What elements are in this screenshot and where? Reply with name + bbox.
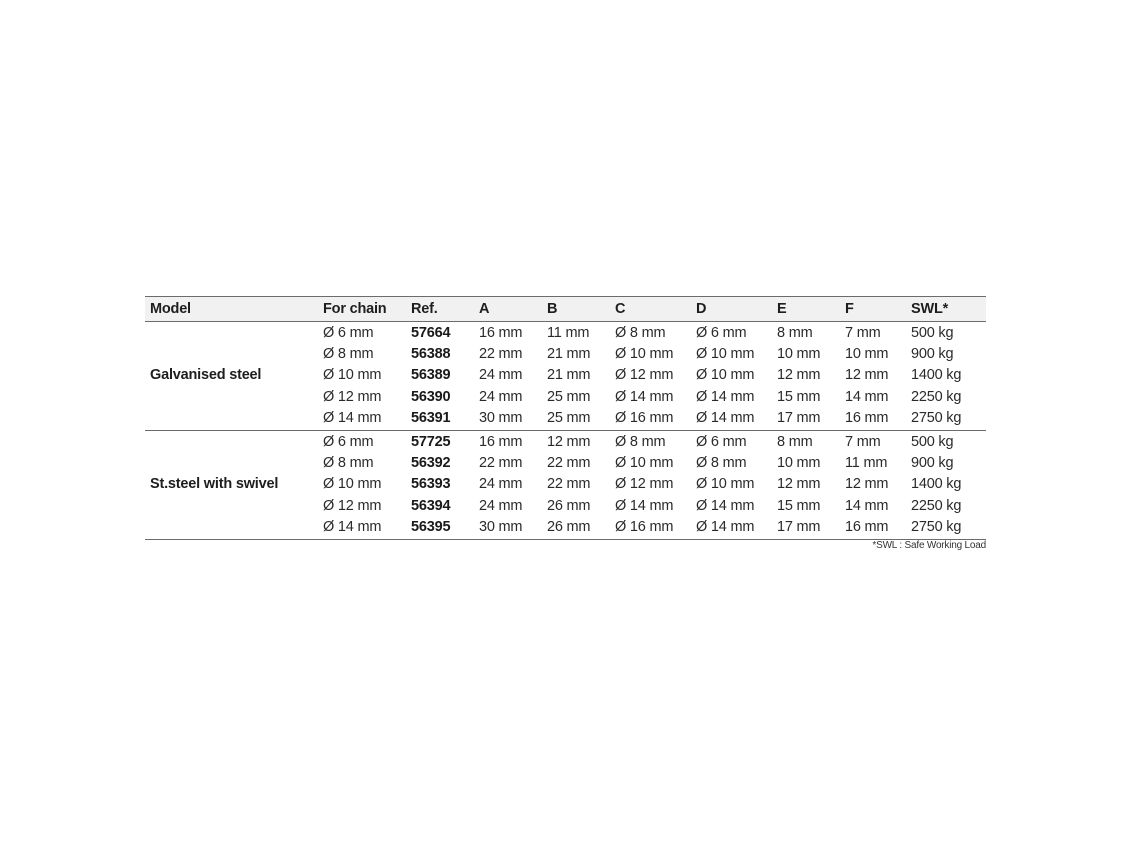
header-for-chain: For chain xyxy=(323,297,411,322)
for-chain-cell: Ø 8 mm xyxy=(323,346,374,363)
a-cell: 22 mm xyxy=(479,346,523,363)
for-chain-cell: Ø 8 mm xyxy=(323,455,374,472)
d-cell: Ø 10 mm xyxy=(696,367,755,384)
e-cell: 8 mm xyxy=(777,433,813,450)
header-ref: Ref. xyxy=(411,297,479,322)
ref-cell: 56394 xyxy=(411,497,451,514)
swl-cell: 500 kg xyxy=(911,433,954,450)
table-row xyxy=(145,365,986,386)
ref-cell: 57664 xyxy=(411,324,451,341)
b-cell: 12 mm xyxy=(547,433,591,450)
header-f: F xyxy=(845,297,911,322)
b-cell: 21 mm xyxy=(547,346,591,363)
model-cell xyxy=(145,495,323,516)
group-1 xyxy=(145,430,986,539)
ref-cell: 56388 xyxy=(411,346,451,363)
table-row xyxy=(145,322,986,344)
a-cell: 22 mm xyxy=(479,455,523,472)
f-cell: 7 mm xyxy=(845,433,881,450)
model-cell xyxy=(145,517,323,540)
c-cell: Ø 16 mm xyxy=(615,517,696,540)
table-row xyxy=(145,430,986,452)
c-cell: Ø 10 mm xyxy=(615,346,674,363)
e-cell: 15 mm xyxy=(777,388,821,405)
ref-cell: 56391 xyxy=(411,408,479,431)
d-cell: Ø 14 mm xyxy=(696,408,777,431)
a-cell: 30 mm xyxy=(479,517,547,540)
b-cell: 21 mm xyxy=(547,367,591,384)
model-cell xyxy=(145,322,323,344)
f-cell: 16 mm xyxy=(845,408,911,431)
d-cell: Ø 14 mm xyxy=(696,517,777,540)
a-cell: 16 mm xyxy=(479,324,523,341)
model-cell xyxy=(145,408,323,431)
model-cell xyxy=(145,343,323,364)
ref-cell: 56395 xyxy=(411,517,479,540)
header-model: Model xyxy=(145,297,323,322)
model-cell xyxy=(145,386,323,407)
model-cell xyxy=(145,430,323,452)
for-chain-cell: Ø 10 mm xyxy=(323,476,382,493)
e-cell: 12 mm xyxy=(777,367,821,384)
e-cell: 8 mm xyxy=(777,324,813,341)
ref-cell: 56392 xyxy=(411,455,451,472)
d-cell: Ø 6 mm xyxy=(696,324,747,341)
table-row xyxy=(145,408,986,431)
f-cell: 14 mm xyxy=(845,497,889,514)
b-cell: 25 mm xyxy=(547,408,615,431)
table-row xyxy=(145,343,986,364)
a-cell: 30 mm xyxy=(479,408,547,431)
e-cell: 10 mm xyxy=(777,455,821,472)
e-cell: 10 mm xyxy=(777,346,821,363)
b-cell: 22 mm xyxy=(547,455,591,472)
table-header xyxy=(145,297,986,322)
f-cell: 12 mm xyxy=(845,476,889,493)
table-row xyxy=(145,495,986,516)
d-cell: Ø 8 mm xyxy=(696,455,747,472)
swl-cell: 1400 kg xyxy=(911,367,962,384)
ref-cell: 56389 xyxy=(411,367,451,384)
c-cell: Ø 10 mm xyxy=(615,455,674,472)
d-cell: Ø 6 mm xyxy=(696,433,747,450)
table-row xyxy=(145,474,986,495)
model-cell xyxy=(145,452,323,473)
swl-cell: 2750 kg xyxy=(911,408,986,431)
c-cell: Ø 12 mm xyxy=(615,476,674,493)
spec-table xyxy=(145,296,986,540)
header-swl: SWL* xyxy=(911,297,986,322)
e-cell: 17 mm xyxy=(777,408,845,431)
table-row xyxy=(145,452,986,473)
e-cell: 17 mm xyxy=(777,517,845,540)
for-chain-cell: Ø 14 mm xyxy=(323,408,411,431)
a-cell: 24 mm xyxy=(479,388,523,405)
e-cell: 12 mm xyxy=(777,476,821,493)
table-row xyxy=(145,517,986,540)
a-cell: 24 mm xyxy=(479,367,523,384)
swl-cell: 1400 kg xyxy=(911,476,962,493)
for-chain-cell: Ø 12 mm xyxy=(323,388,382,405)
header-e: E xyxy=(777,297,845,322)
c-cell: Ø 8 mm xyxy=(615,433,666,450)
a-cell: 24 mm xyxy=(479,476,523,493)
header-a: A xyxy=(479,297,547,322)
ref-cell: 56393 xyxy=(411,476,451,493)
f-cell: 10 mm xyxy=(845,346,889,363)
b-cell: 25 mm xyxy=(547,388,591,405)
c-cell: Ø 16 mm xyxy=(615,408,696,431)
for-chain-cell: Ø 6 mm xyxy=(323,324,374,341)
model-cell: Galvanised steel xyxy=(150,367,262,384)
a-cell: 24 mm xyxy=(479,497,523,514)
f-cell: 16 mm xyxy=(845,517,911,540)
header-row xyxy=(145,297,986,322)
header-b: B xyxy=(547,297,615,322)
c-cell: Ø 12 mm xyxy=(615,367,674,384)
swl-cell: 900 kg xyxy=(911,455,954,472)
b-cell: 22 mm xyxy=(547,476,591,493)
f-cell: 14 mm xyxy=(845,388,889,405)
c-cell: Ø 8 mm xyxy=(615,324,666,341)
f-cell: 11 mm xyxy=(845,455,888,472)
swl-cell: 500 kg xyxy=(911,324,954,341)
f-cell: 7 mm xyxy=(845,324,881,341)
e-cell: 15 mm xyxy=(777,497,821,514)
d-cell: Ø 10 mm xyxy=(696,476,755,493)
header-c: C xyxy=(615,297,696,322)
group-0 xyxy=(145,322,986,431)
swl-cell: 2250 kg xyxy=(911,388,962,405)
d-cell: Ø 10 mm xyxy=(696,346,755,363)
header-d: D xyxy=(696,297,777,322)
b-cell: 26 mm xyxy=(547,497,591,514)
d-cell: Ø 14 mm xyxy=(696,388,755,405)
f-cell: 12 mm xyxy=(845,367,889,384)
a-cell: 16 mm xyxy=(479,433,523,450)
ref-cell: 56390 xyxy=(411,388,451,405)
b-cell: 26 mm xyxy=(547,517,615,540)
swl-cell: 900 kg xyxy=(911,346,954,363)
b-cell: 11 mm xyxy=(547,324,590,341)
model-cell: St.steel with swivel xyxy=(150,476,279,493)
for-chain-cell: Ø 10 mm xyxy=(323,367,382,384)
ref-cell: 57725 xyxy=(411,433,451,450)
swl-cell: 2250 kg xyxy=(911,497,962,514)
for-chain-cell: Ø 14 mm xyxy=(323,517,411,540)
for-chain-cell: Ø 6 mm xyxy=(323,433,374,450)
for-chain-cell: Ø 12 mm xyxy=(323,497,382,514)
d-cell: Ø 14 mm xyxy=(696,497,755,514)
table-row xyxy=(145,386,986,407)
c-cell: Ø 14 mm xyxy=(615,497,674,514)
swl-cell: 2750 kg xyxy=(911,517,986,540)
c-cell: Ø 14 mm xyxy=(615,388,674,405)
footnote: *SWL : Safe Working Load xyxy=(872,540,986,551)
